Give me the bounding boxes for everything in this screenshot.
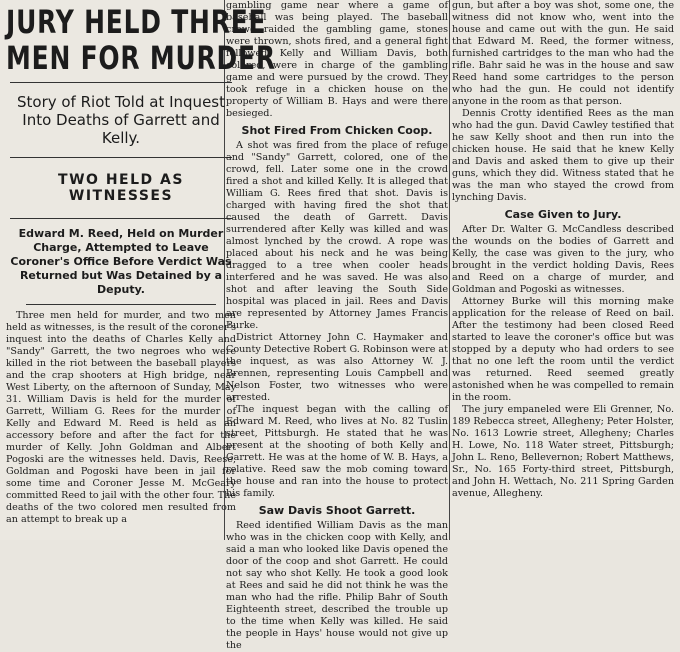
- article-paragraph: The jury empaneled were Eli Grenner, No. 189 Rebecca street, Allegheny; Peter Holster, No. 1613 Lowrie street, Allegheny; Charles H. Lowe, No. 118 Water street, Pittsburgh; John L. Reno, Bellevernon; Robert Matthews, Sr., No. 165 Forty-third street, Pittsburgh, and John H. Wettach, No. 211 Spring Garden avenue, Allegheny.: [452, 404, 675, 499]
- article-paragraph: The inquest began with the calling of Edward M. Reed, who lives at No. 82 Tuslin street, Pittsburgh. He stated that he was present at the shooting of both Kelly and Garrett. He was at the home of W. B. Hays, a relative. Reed saw the mob coming toward the house and ran into the house to protect his family.: [226, 404, 448, 499]
- deck-2: Edward M. Reed, Held on Murder Charge, Attempted to Leave Coroner's Office Before Verdict Was Returned but Was Detained by a Deputy.: [10, 227, 232, 296]
- headline: [6, 3, 276, 77]
- article-paragraph: Reed identified William Davis as the man who was in the chicken coop with Kelly, and said a man who looked like Davis opened the door of the coop and shot Garrett. He could not say who shot Kelly. He took a good look at Rees and said he did not think he was the man who had the rifle. Philip Bahr of South Eighteenth street, described the trouble up to the time when Kelly was killed. He said the people in Hays' house would not give up the: [226, 520, 448, 651]
- subheading: Case Given to Jury.: [504, 208, 622, 221]
- article-paragraph: Dennis Crotty identified Rees as the man who had the gun. David Cawley testified that he saw Kelly shoot and then run into the chicken house. He said that he knew Kelly and Davis and asked them to give up their guns, which they did. Witness stated that he was the man who stayed the crowd from lynching Davis.: [452, 108, 674, 203]
- article-paragraph: After Dr. Walter G. McCandless described the wounds on the bodies of Garrett and Kelly, the case was given to the jury, who brought in the verdict holding Davis, Rees and Reed on a charge of murder, and Goldman and Pogoski as witnesses.: [452, 224, 674, 295]
- column-1: [6, 0, 276, 540]
- deck: Story of Riot Told at Inquest Into Deaths of Garrett and Kelly.: [16, 93, 225, 147]
- article-paragraph: Attorney Burke will this morning make application for the release of Reed on bail. After the testimony had been closed Reed started to leave the coroner's office but was stopped by a deputy who had orders to see that no one left the room until the verdict was returned. Reed seemed greatly astonished when he was compelled to remain in the room.: [452, 296, 674, 403]
- article-paragraph: District Attorney John C. Haymaker and County Detective Robert G. Robinson were at the inquest, as was also Attorney W. J. Brennen, representing Louis Campbell and Nelson Foster, two witnesses who were arrested.: [226, 332, 448, 403]
- headline-line-1: JURY HELD THREE: [6, 3, 267, 41]
- article-paragraph: gun, but after a boy was shot, some one, the witness did not know who, went into the house and came out with the gun. He said that Edward M. Reed, the former witness, furnished cartridges to the man who had the rifle. Bahr said he was in the house and saw Reed hand some cartridges to the person who had the gun. He could not identify anyone in the room as that person.: [452, 0, 674, 107]
- divider: [10, 82, 232, 83]
- column-2: [226, 0, 448, 651]
- divider: [26, 304, 216, 305]
- article-paragraph: Three men held for murder, and two men held as witnesses, is the result of the coroner's inquest into the deaths of Charles Kelly and "Sandy" Garrett, the two negroes who were killed in the riot between the baseball players and the crap shooters at High bridge, near West Liberty, on the afternoon of Sunday, May 31. William Davis is held for the murder of Garrett, William G. Rees for the murder of Kelly and Edward M. Reed is held as an accessory before and after the fact for the murder of Kelly. John Goldman and Albert Pogoski are the witnesses held. Davis, Reese, Goldman and Pogoski have been in jail for some time and Coroner Jesse M. McGeary committed Reed to jail with the other four. The deaths of the two colored men resulted from an attempt to break up a: [6, 310, 236, 525]
- article-paragraph: A shot was fired from the place of refuge and "Sandy" Garrett, colored, one of the crowd, fell. Later some one in the crowd fired a shot and killed Kelly. It is alleged that William G. Rees fired that shot. Davis is charged with having fired the shot that caused the death of Garrett. Davis surrendered after Kelly was killed and was almost lynched by the crowd. A rope was placed about his neck and he was being dragged to a tree when cooler heads interfered and he was saved. He was also shot and after leaving the South Side hospital was placed in jail. Rees and Davis are represented by Attorney James Francis Burke.: [226, 140, 448, 331]
- subheading: Shot Fired From Chicken Coop.: [241, 124, 433, 137]
- divider: [10, 218, 232, 219]
- subdeck: TWO HELD AS WITNESSES: [58, 172, 184, 204]
- divider: [10, 157, 232, 158]
- column-rule: [449, 0, 450, 540]
- subheading: Saw Davis Shoot Garrett.: [258, 504, 416, 517]
- headline-line-2: MEN FOR MURDER: [6, 39, 276, 77]
- column-3: [452, 0, 674, 540]
- article-paragraph: gambling game near where a game of baseball was being played. The baseball crowd raided the gambling game, stones were thrown, shots fired, and a general fight followed. Kelly and William Davis, both colored, were in charge of the gambling game and were pursued by the crowd. They took refuge in a chicken house on the property of William B. Hays and were there besieged.: [226, 0, 448, 119]
